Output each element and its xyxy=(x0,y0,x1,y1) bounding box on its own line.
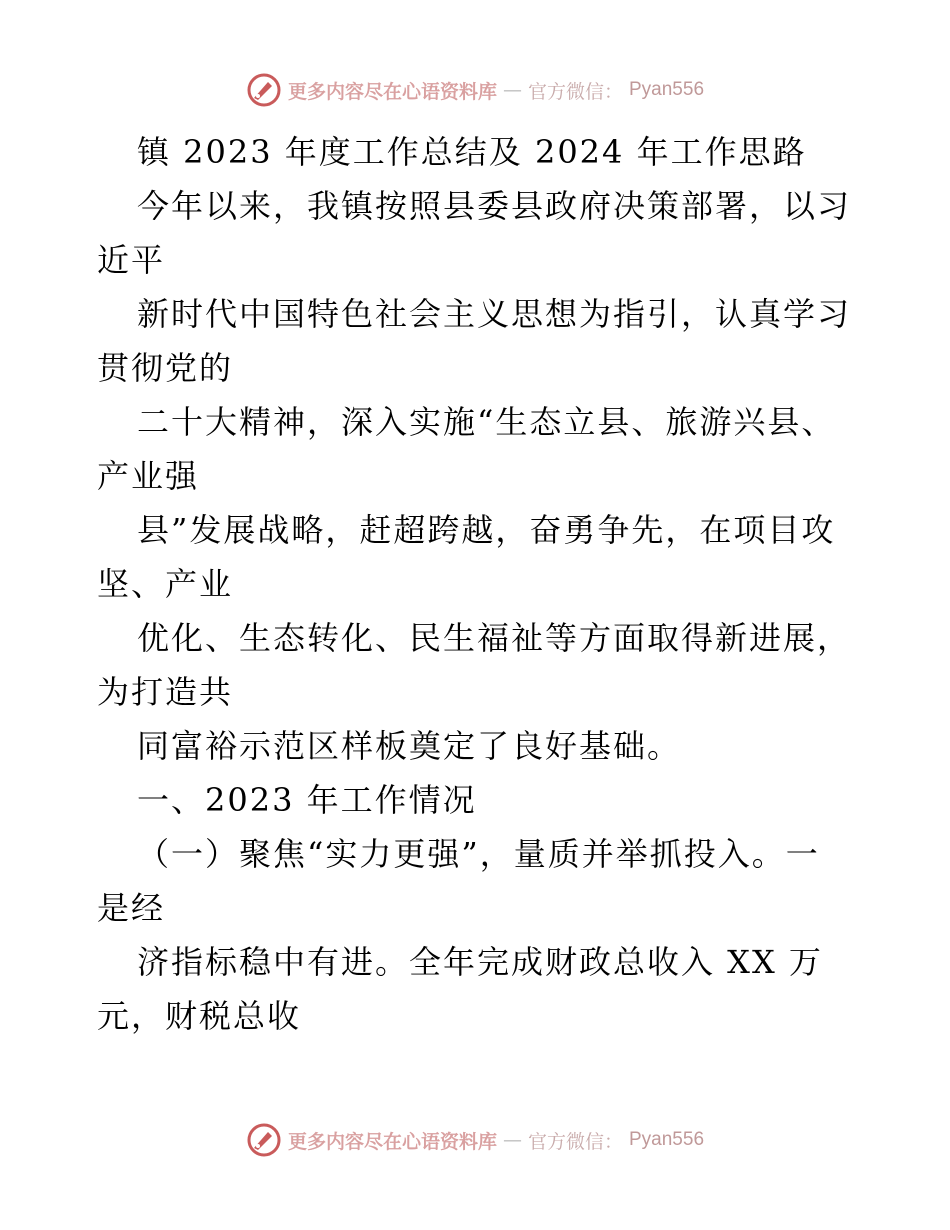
pen-logo-icon xyxy=(246,1122,282,1158)
document-line: 新时代中国特色社会主义思想为指引，认真学习 xyxy=(137,295,852,333)
document-line: 贯彻党的 xyxy=(97,349,234,387)
document-line: 今年以来，我镇按照县委县政府决策部署，以习 xyxy=(137,187,852,225)
document-line: 元，财税总收 xyxy=(97,997,302,1035)
banner-dash: — xyxy=(502,79,522,101)
document-body xyxy=(97,125,857,1043)
banner-wechat-label: 官方微信： xyxy=(527,1130,623,1153)
document-line: 坚、产业 xyxy=(97,565,234,603)
document-line: 近平 xyxy=(97,241,166,279)
document-line: 二十大精神，深入实施“生态立县、旅游兴县、 xyxy=(137,403,836,441)
banner-promo-text: 更多内容尽在心语资料库 xyxy=(287,1130,497,1153)
document-line: （一）聚焦“实力更强”，量质并举抓投入。一 xyxy=(137,835,820,873)
banner-promo-text: 更多内容尽在心语资料库 xyxy=(287,80,497,103)
document-line: 是经 xyxy=(97,889,166,927)
document-line: 同富裕示范区样板奠定了良好基础。 xyxy=(137,727,682,765)
document-line: 为打造共 xyxy=(97,673,234,711)
header-banner xyxy=(0,70,950,110)
document-line: 优化、生态转化、民生福祉等方面取得新进展， xyxy=(137,619,852,657)
document-line: 县”发展战略，赶超跨越，奋勇争先，在项目攻 xyxy=(137,511,836,549)
document-line: 产业强 xyxy=(97,457,200,495)
pen-logo-icon xyxy=(246,72,282,108)
document-title: 镇 2023 年度工作总结及 2024 年工作思路 xyxy=(137,133,807,171)
banner-wechat-label: 官方微信： xyxy=(527,80,623,103)
banner-wechat-id: Pyan556 xyxy=(629,79,705,100)
document-line: 济指标稳中有进。全年完成财政总收入 XX 万 xyxy=(137,943,823,981)
section-heading: 一、2023 年工作情况 xyxy=(137,781,477,819)
banner-dash: — xyxy=(502,1129,522,1151)
banner-wechat-id: Pyan556 xyxy=(629,1129,705,1150)
footer-banner xyxy=(0,1120,950,1160)
